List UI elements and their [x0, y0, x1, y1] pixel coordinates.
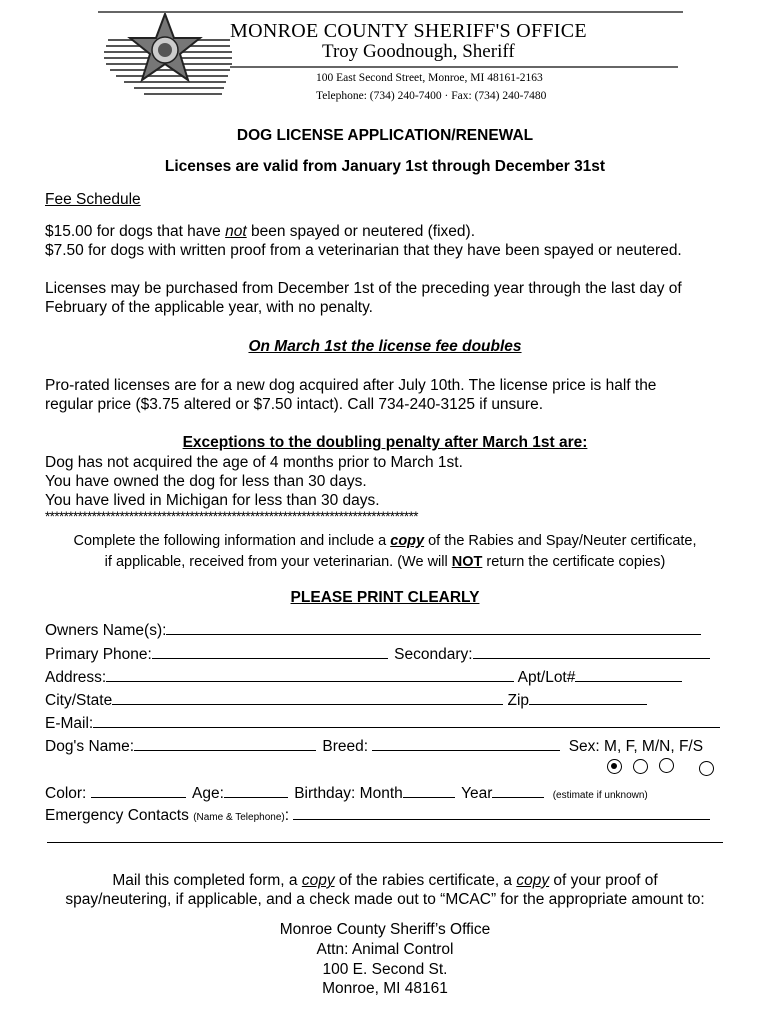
color-row — [45, 782, 648, 803]
emergency-input-line-2[interactable] — [47, 842, 723, 843]
email-label: E-Mail: — [45, 715, 94, 732]
sex-radio-f[interactable] — [633, 759, 648, 774]
year-input[interactable] — [492, 782, 544, 798]
mail-address-line-3: 100 E. Second St. — [322, 961, 448, 978]
prorated-2: regular price ($3.75 altered or $7.50 intact). Call 734-240-3125 if unsure. — [45, 396, 544, 413]
mail-instructions-2: spay/neutering, if applicable, and a check made out to “MCAC” for the appropriate amount to: — [65, 891, 705, 908]
sex-radio-m[interactable] — [607, 759, 622, 774]
year-label: Year — [461, 785, 493, 802]
city-state-input[interactable] — [112, 689, 503, 705]
fee-line-1: $15.00 for dogs that have not been spayed or neutered (fixed). — [45, 223, 476, 240]
prorated-1: Pro-rated licenses are for a new dog acquired after July 10th. The license price is half the — [45, 377, 657, 394]
letterhead — [90, 8, 690, 108]
office-name: MONROE COUNTY SHERIFF'S OFFICE — [230, 20, 587, 42]
breed-label: Breed: — [322, 738, 369, 755]
secondary-phone-label: Secondary: — [394, 646, 473, 663]
office-address: 100 East Second Street, Monroe, MI 48161-2163 — [316, 72, 543, 84]
fee-line-2: $7.50 for dogs with written proof from a veterinarian that they have been spayed or neutered. — [45, 242, 682, 259]
exception-item-3: You have lived in Michigan for less than 30 days. — [45, 492, 380, 509]
birthday-month-label: Birthday: Month — [294, 785, 403, 802]
email-input[interactable] — [93, 712, 720, 728]
apt-label: Apt/Lot# — [517, 669, 576, 686]
emergency-label: Emergency Contacts — [45, 807, 189, 824]
zip-input[interactable] — [529, 689, 647, 705]
city-state-label: City/State — [45, 692, 113, 709]
dog-name-label: Dog's Name: — [45, 738, 135, 755]
exception-item-1: Dog has not acquired the age of 4 months prior to March 1st. — [45, 454, 463, 471]
owners-input[interactable] — [166, 619, 701, 635]
sheriff-name: Troy Goodnough, Sheriff — [322, 41, 515, 62]
owners-label: Owners Name(s): — [45, 622, 167, 639]
color-input[interactable] — [91, 782, 186, 798]
estimate-note: (estimate if unknown) — [552, 790, 648, 801]
exception-item-2: You have owned the dog for less than 30 days. — [45, 473, 367, 490]
breed-input[interactable] — [372, 735, 560, 751]
address-input[interactable] — [106, 666, 514, 682]
purchase-info-2: February of the applicable year, with no penalty. — [45, 299, 373, 316]
dog-row — [45, 735, 703, 756]
sex-radio-mn[interactable] — [659, 758, 674, 773]
instructions-2: if applicable, received from your veterinarian. (We will NOT return the certificate copies) — [104, 554, 666, 570]
validity-notice: Licenses are valid from January 1st through December 31st — [164, 158, 606, 175]
mail-address-line-2: Attn: Animal Control — [316, 941, 454, 958]
sex-label: Sex: M, F, M/N, F/S — [568, 738, 704, 755]
fee-schedule-heading: Fee Schedule — [45, 191, 141, 208]
dog-name-input[interactable] — [134, 735, 316, 751]
birthday-month-input[interactable] — [403, 782, 455, 798]
doubling-notice: On March 1st the license fee doubles — [248, 338, 522, 355]
age-input[interactable] — [224, 782, 288, 798]
sheriff-badge-logo — [90, 8, 240, 108]
mail-address-line-4: Monroe, MI 48161 — [322, 980, 448, 997]
primary-phone-label: Primary Phone: — [45, 646, 152, 663]
apt-input[interactable] — [575, 666, 682, 682]
purchase-info-1: Licenses may be purchased from December 1st of the preceding year through the last day of — [45, 280, 682, 297]
sex-radio-fs[interactable] — [699, 761, 714, 776]
office-phone: Telephone: (734) 240-7400 · Fax: (734) 240-7480 — [316, 90, 547, 102]
zip-label: Zip — [507, 692, 530, 709]
mail-address-line-1: Monroe County Sheriff’s Office — [279, 921, 491, 938]
age-label: Age: — [191, 785, 224, 802]
primary-phone-input[interactable] — [152, 643, 388, 659]
city-row — [45, 689, 647, 710]
email-row — [45, 712, 720, 733]
secondary-phone-input[interactable] — [473, 643, 710, 659]
address-row — [45, 666, 682, 687]
phone-row — [45, 643, 710, 664]
exceptions-heading: Exceptions to the doubling penalty after March 1st are: — [182, 434, 588, 451]
form-title: DOG LICENSE APPLICATION/RENEWAL — [236, 127, 534, 144]
instructions-1: Complete the following information and include a copy of the Rabies and Spay/Neuter certificate, — [73, 533, 697, 549]
emergency-note: (Name & Telephone) — [193, 812, 285, 823]
owners-row — [45, 619, 701, 640]
mail-instructions-1: Mail this completed form, a copy of the rabies certificate, a copy of your proof of — [112, 872, 658, 889]
asterisk-divider: ******************************************************************************** — [45, 509, 418, 524]
print-clearly: PLEASE PRINT CLEARLY — [290, 589, 480, 606]
color-label: Color: — [45, 785, 87, 802]
address-label: Address: — [45, 669, 107, 686]
emergency-row: Emergency Contacts (Name & Telephone): — [45, 804, 710, 825]
emergency-input[interactable] — [293, 804, 710, 820]
